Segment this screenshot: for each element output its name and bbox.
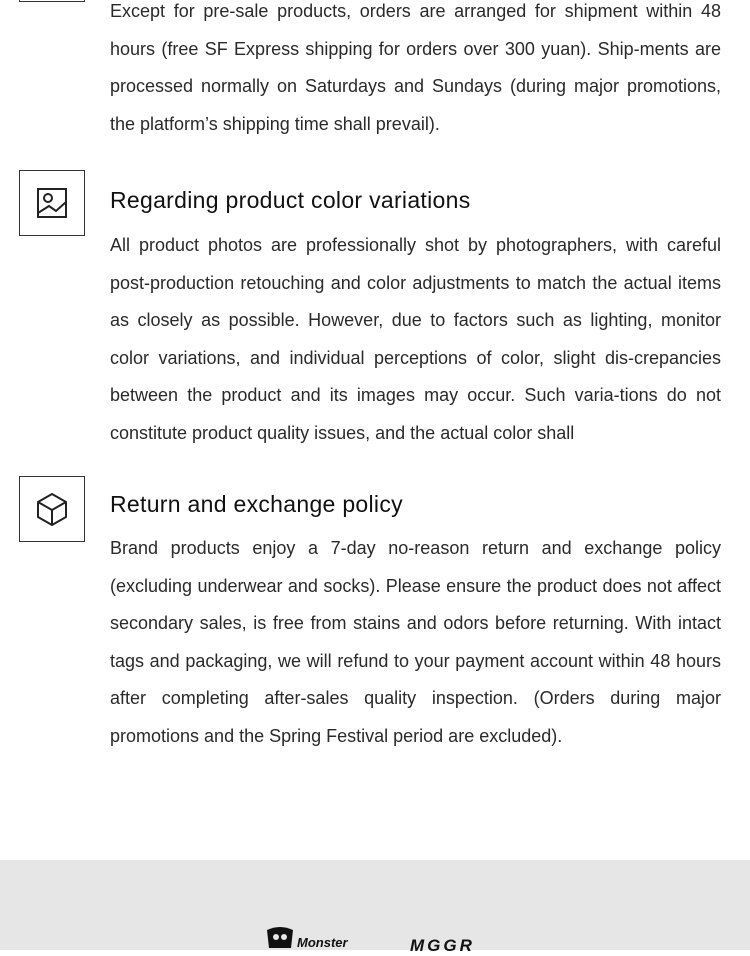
- footer: [0, 860, 750, 955]
- partial-icon-box: [19, 0, 85, 2]
- box-icon: [36, 492, 68, 526]
- returns-heading: Return and exchange policy: [110, 491, 403, 517]
- logo-mggr: MGGR: [410, 936, 475, 955]
- image-icon: [36, 187, 68, 219]
- returns-icon-box: [19, 476, 85, 542]
- color-body-clip: [0, 227, 750, 452]
- color-heading: Regarding product color variations: [110, 187, 471, 213]
- color-body: All product photos are professionally shot by photographers, with careful post-production retouching and color adjustments to match the actual items as closely as possible. However, due to factors such as lighting, monitor color variations, and individual perceptions of color, slight dis-crepancies between the product and its images may occur. Such varia-tions do not constitute product quality issues, and the actual color shall: [110, 235, 721, 443]
- shipping-body: Except for pre-sale products, orders are arranged for shipment within 48 hours (free SF Express shipping for orders over 300 yuan). Ship-ments are processed normally on Saturdays and Sundays (during major promotions, the platform’s shipping time shall prevail).: [110, 1, 721, 134]
- monster-logo-icon: [265, 926, 295, 950]
- logo-monster: Monster: [297, 935, 348, 950]
- returns-body: Brand products enjoy a 7-day no-reason return and exchange policy (excluding underwear and socks). Please ensure the product does not affect secondary sales, is free from stains and odors before returning. With intact tags and packaging, we will refund to your payment account within 48 hours after completing after-sales quality inspection. (Orders during major promotions and the Spring Festival period are excluded).: [110, 538, 721, 746]
